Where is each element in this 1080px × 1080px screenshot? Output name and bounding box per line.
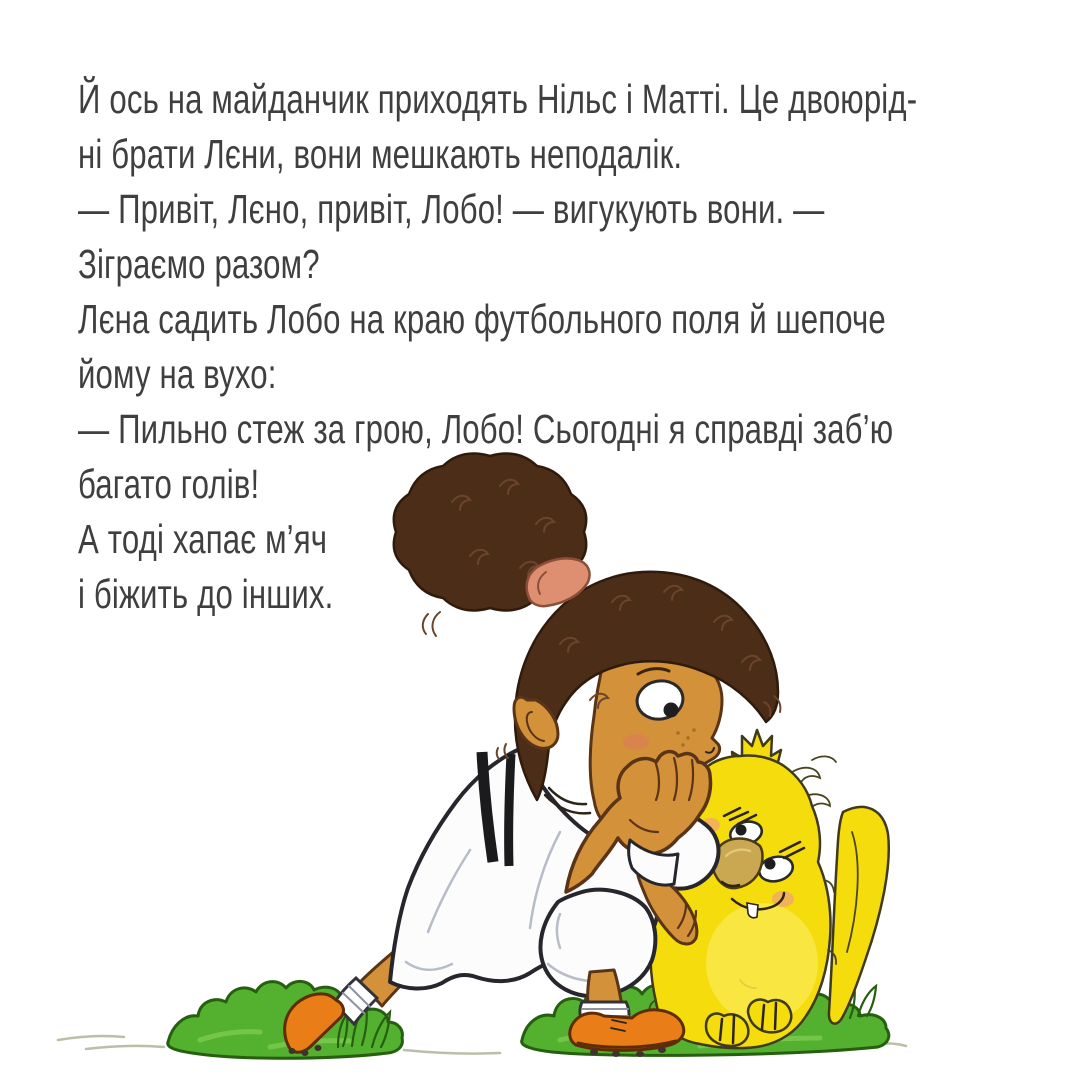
creature-tooth (747, 903, 758, 918)
creature-floppy-ear (829, 807, 889, 1024)
story-line: багато голів! (78, 461, 260, 507)
story-line: — Привіт, Лєно, привіт, Лобо! — вигукують вони. — (78, 186, 825, 232)
story-line: і біжить до інших. (78, 571, 334, 617)
story-line: Зіграємо разом? (78, 241, 320, 287)
girl-cheek (623, 734, 649, 750)
story-line: — Пильно стеж за грою, Лобо! Сьогодні я справді заб’ю (78, 406, 894, 452)
story-line: Лєна садить Лобо на краю футбольного поля й шепоче (78, 296, 886, 342)
girl-shirt-stripe (509, 754, 511, 866)
story-line: йому на вухо: (78, 351, 277, 397)
story-line: А тоді хапає м’яч (78, 516, 328, 562)
girl-afro-puff (394, 454, 586, 636)
stray-curl (423, 612, 440, 636)
story-line: ні брати Лєни, вони мешкають неподалік. (78, 131, 683, 177)
story-line: Й ось на майданчик приходять Нільс і Матті. Це двоюрід- (78, 76, 918, 122)
